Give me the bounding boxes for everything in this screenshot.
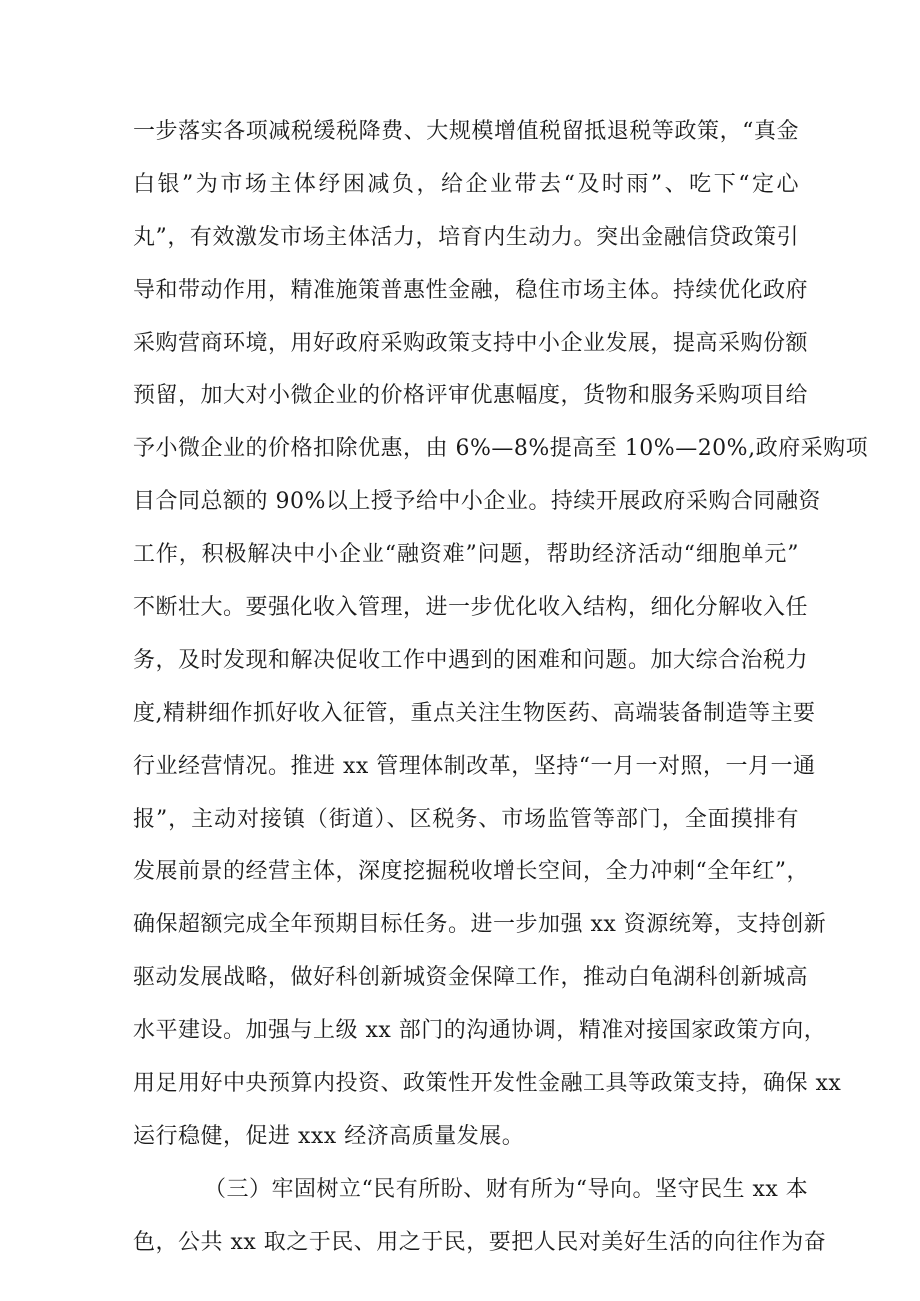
paragraph-end-line: 运行稳健，促进 xxx 经济高质量发展。 — [133, 1123, 525, 1149]
text-line: 工作，积极解决中小企业“融资难”问题，帮助经济活动“细胞单元” — [133, 542, 799, 568]
body-text — [133, 106, 869, 1270]
text-line: 一步落实各项减税缓税降费、大规模增值税留抵退税等政策，“真金 — [133, 119, 799, 144]
section-heading-line: （三）牢固树立“民有所盼、财有所为“导向。坚守民生 xx 本 — [204, 1176, 809, 1202]
text-line: 度,精耕细作抓好收入征管，重点关注生物医药、高端装备制造等主要 — [133, 700, 816, 726]
text-line: 驱动发展战略，做好科创新城资金保障工作，推动白龟湖科创新城高 — [133, 965, 809, 991]
text-line: 行业经营情况。推进 xx 管理体制改革，坚持“一月一对照，一月一通 — [133, 753, 816, 779]
text-line: 不断壮大。要强化收入管理，进一步优化收入结构，细化分解收入任 — [133, 595, 809, 621]
text-line: 水平建设。加强与上级 xx 部门的沟通协调，精准对接国家政策方向， — [133, 1018, 827, 1044]
text-line: 导和带动作用，精准施策普惠性金融，稳住市场主体。持续优化政府 — [133, 277, 809, 303]
text-line: 丸”，有效激发市场主体活力，培育内生动力。突出金融信贷政策引 — [133, 224, 799, 250]
text-line: 予小微企业的价格扣除优惠，由 6%—8%提高至 10%—20%,政府采购项 — [133, 436, 869, 462]
text-line: 用足用好中央预算内投资、政策性开发性金融工具等政策支持，确保 xx — [133, 1071, 842, 1097]
text-line: 色，公共 xx 取之于民、用之于民，要把人民对美好生活的向往作为奋 — [133, 1229, 827, 1255]
text-line: 采购营商环境，用好政府采购政策支持中小企业发展，提高采购份额 — [133, 330, 809, 356]
text-line: 目合同总额的 90%以上授予给中小企业。持续开展政府采购合同融资 — [133, 489, 821, 515]
text-line: 确保超额完成全年预期目标任务。进一步加强 xx 资源统筹，支持创新 — [133, 912, 827, 938]
text-line: 报”，主动对接镇（街道）、区税务、市场监管等部门，全面摸排有 — [133, 806, 799, 832]
text-line: 发展前景的经营主体，深度挖掘税收增长空间，全力冲刺“全年红”， — [133, 859, 809, 885]
text-line: 务，及时发现和解决促收工作中遇到的困难和问题。加大综合治税力 — [133, 647, 809, 673]
text-line: 预留，加大对小微企业的价格评审优惠幅度，货物和服务采购项目给 — [133, 383, 809, 409]
text-line: 白银”为市场主体纾困减负，给企业带去“及时雨”、吃下“定心 — [133, 171, 799, 197]
